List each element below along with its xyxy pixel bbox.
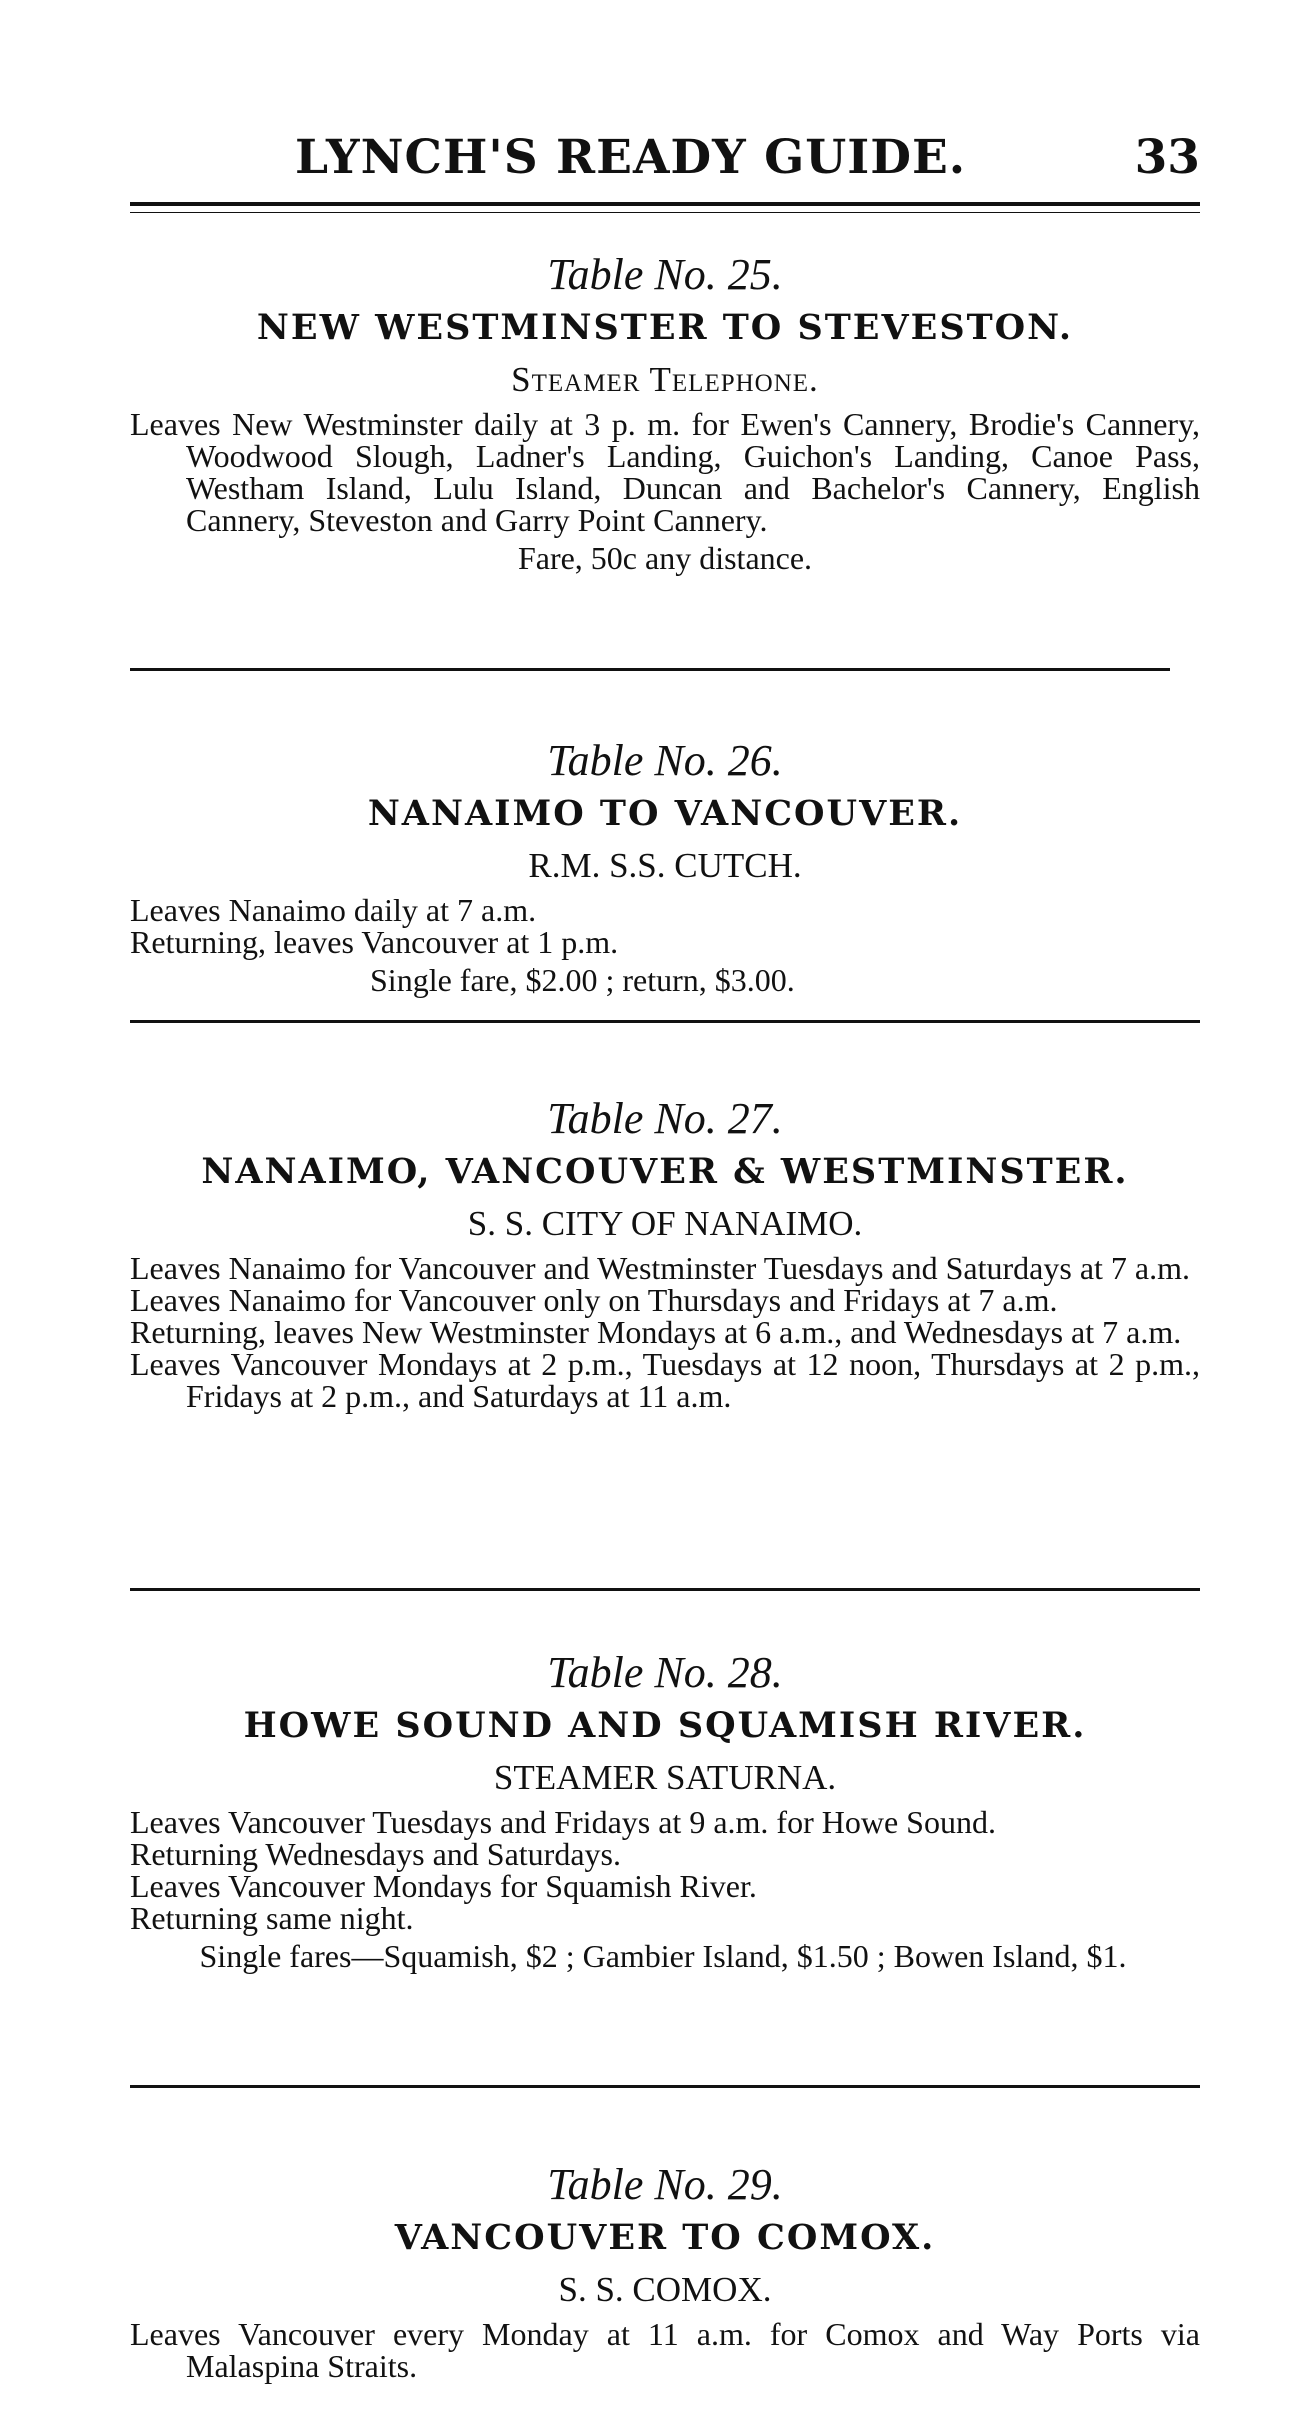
table-section-25 [130, 250, 1200, 576]
table-number: Table No. 26. [547, 736, 783, 785]
table-number: Table No. 27. [547, 1094, 783, 1143]
section-rule [130, 2085, 1200, 2088]
running-head [130, 128, 1200, 188]
fare-line: Single fares—Squamish, $2 ; Gambier Island, $1.50 ; Bowen Island, $1. [199, 1938, 1127, 1974]
schedule-entry: Leaves Nanaimo for Vancouver only on Thursdays and Fridays at 7 a.m. [130, 1282, 1058, 1318]
schedule-entry: Returning same night. [130, 1900, 414, 1936]
table-number: Table No. 29. [547, 2160, 783, 2209]
table-section-29 [130, 2160, 1200, 2382]
vessel-name: S. S. COMOX. [558, 2270, 772, 2309]
running-title: LYNCH'S READY GUIDE. [295, 130, 967, 185]
schedule-entry: Leaves Vancouver Mondays at 2 p.m., Tuesdays at 12 noon, Thursdays at 2 p.m., Fridays at 2 p.m., and Saturdays at 11 a.m. [130, 1346, 1200, 1414]
schedule-entries [130, 1252, 1200, 1412]
schedule-entry: Leaves Nanaimo daily at 7 a.m. [130, 892, 537, 928]
route-title: NEW WESTMINSTER TO STEVESTON. [256, 307, 1074, 348]
page-number: 33 [1134, 130, 1200, 185]
schedule-entries [130, 2318, 1200, 2382]
schedule-entry: Leaves Vancouver every Monday at 11 a.m. for Comox and Way Ports via Malaspina Straits. [130, 2316, 1200, 2384]
schedule-entries [130, 894, 1200, 958]
section-rule [130, 1588, 1200, 1591]
schedule-entry: Leaves New Westminster daily at 3 p. m. for Ewen's Cannery, Brodie's Cannery, Woodwood Slough, Ladner's Landing, Guichon's Landing, Canoe Pass, Westham Island, Lulu Island, Duncan and Bachelor's Cannery, English Cannery, Steveston and Garry Point Cannery. [130, 406, 1200, 538]
route-title: VANCOUVER TO COMOX. [394, 2217, 936, 2258]
vessel-name: S. S. CITY OF NANAIMO. [467, 1204, 863, 1243]
schedule-entry: Leaves Vancouver Tuesdays and Fridays at 9 a.m. for Howe Sound. [130, 1804, 996, 1840]
route-title: NANAIMO, VANCOUVER & WESTMINSTER. [201, 1151, 1129, 1192]
vessel-name: R.M. S.S. CUTCH. [528, 846, 802, 885]
fare-line: Single fare, $2.00 ; return, $3.00. [370, 962, 795, 998]
table-number: Table No. 25. [547, 250, 783, 299]
section-rule [130, 668, 1170, 671]
schedule-entries [130, 408, 1200, 536]
table-section-27 [130, 1094, 1200, 1412]
schedule-entry: Leaves Nanaimo for Vancouver and Westminster Tuesdays and Saturdays at 7 a.m. [130, 1250, 1191, 1286]
route-title: NANAIMO TO VANCOUVER. [367, 793, 963, 834]
fare-line: Fare, 50c any distance. [517, 540, 813, 576]
schedule-entries [130, 1806, 1200, 1934]
header-double-rule [130, 202, 1200, 213]
schedule-entry: Returning, leaves Vancouver at 1 p.m. [130, 924, 619, 960]
schedule-entry: Leaves Vancouver Mondays for Squamish River. [130, 1868, 757, 1904]
vessel-name: Steamer Telephone. [511, 360, 819, 399]
section-rule [130, 1020, 1200, 1023]
vessel-name: STEAMER SATURNA. [493, 1758, 837, 1797]
table-section-26 [130, 736, 1200, 998]
route-title: HOWE SOUND AND SQUAMISH RIVER. [243, 1705, 1087, 1746]
table-number: Table No. 28. [547, 1648, 783, 1697]
table-section-28 [130, 1648, 1200, 1974]
schedule-entry: Returning Wednesdays and Saturdays. [130, 1836, 621, 1872]
schedule-entry: Returning, leaves New Westminster Mondays at 6 a.m., and Wednesdays at 7 a.m. [130, 1314, 1182, 1350]
